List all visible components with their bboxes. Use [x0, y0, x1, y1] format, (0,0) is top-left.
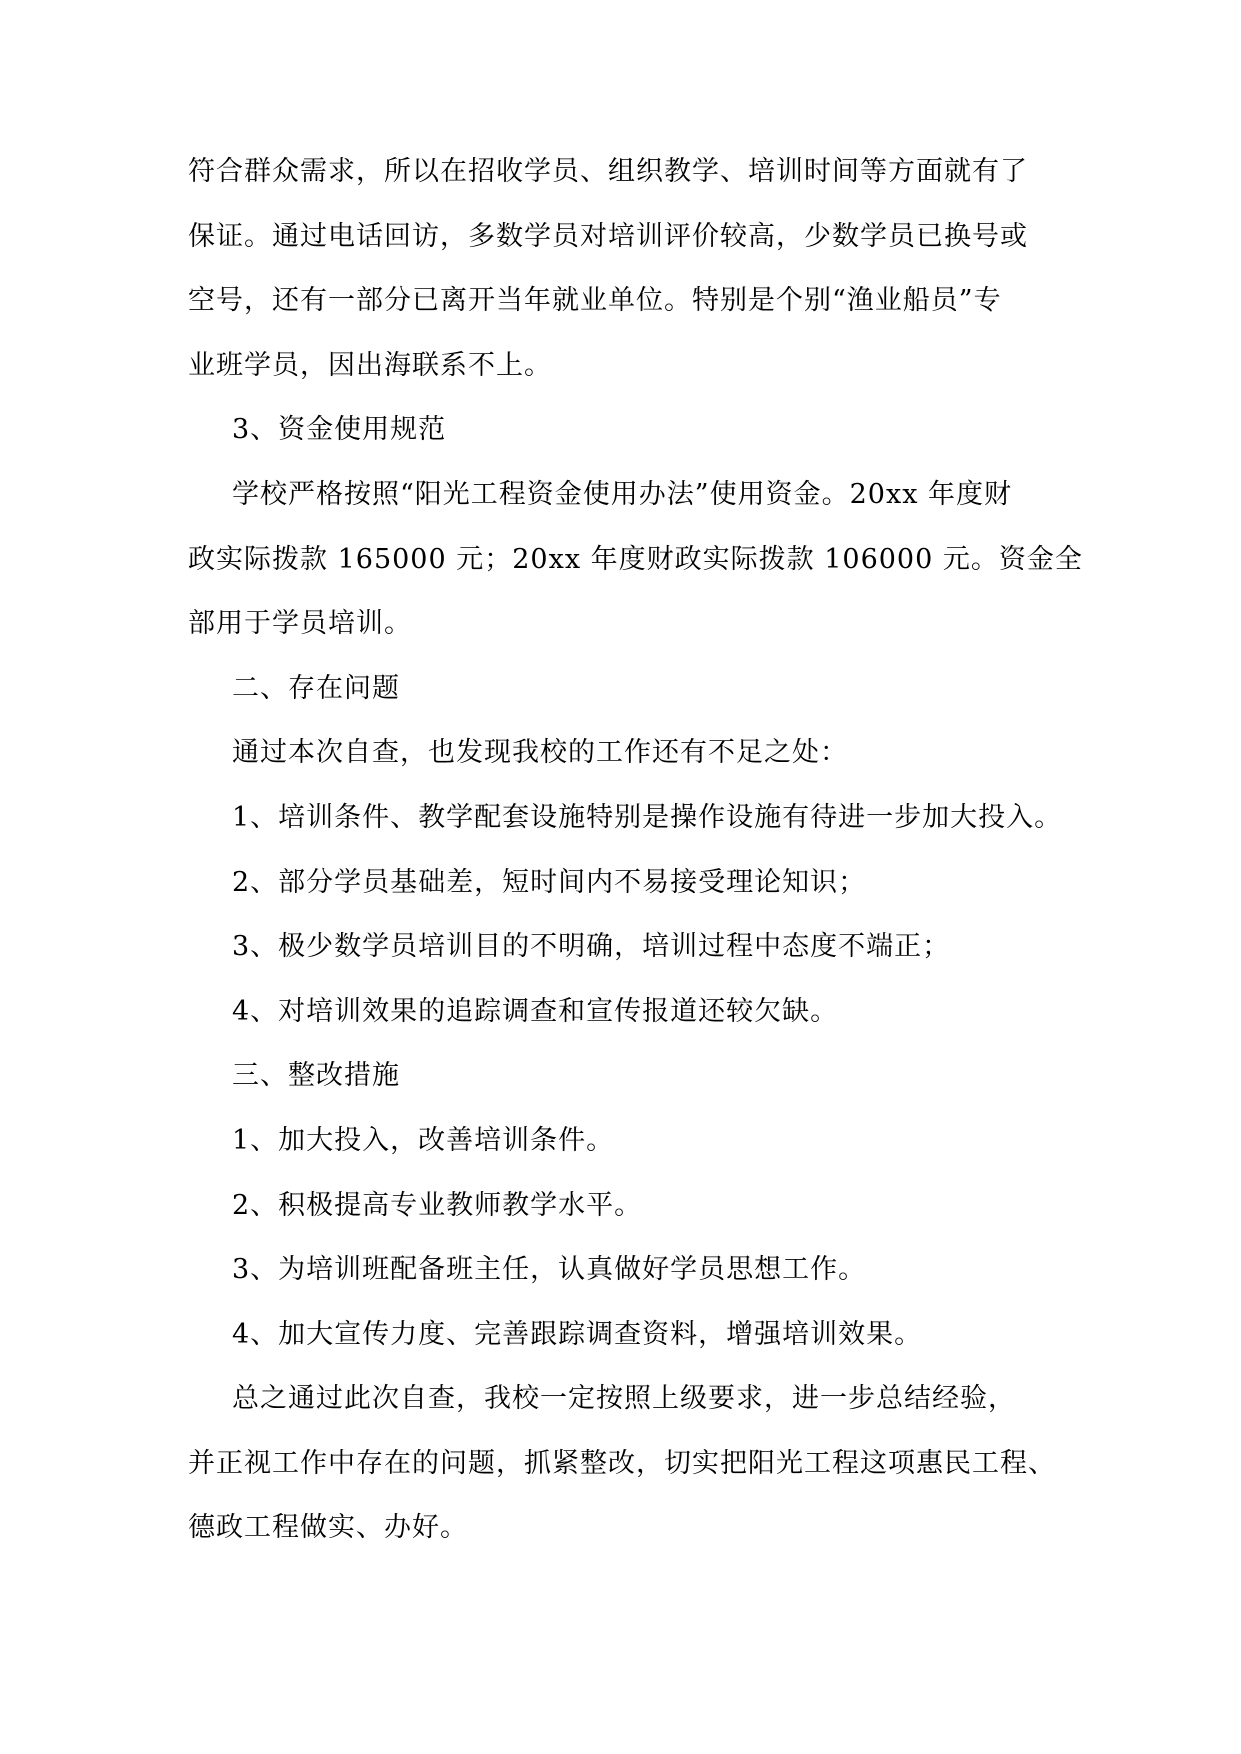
paragraph-line: 学校严格按照“阳光工程资金使用办法”使用资金。20xx 年度财	[232, 478, 1012, 510]
section-heading: 二、存在问题	[232, 672, 400, 704]
paragraph-line: 符合群众需求，所以在招收学员、组织教学、培训时间等方面就有了	[188, 156, 1028, 187]
paragraph-line: 空号，还有一部分已离开当年就业单位。特别是个别“渔业船员”专	[188, 285, 1002, 317]
paragraph-line: 政实际拨款 165000 元；20xx 年度财政实际拨款 106000 元。资金全	[188, 543, 1083, 575]
paragraph-line: 业班学员，因出海联系不上。	[188, 349, 552, 381]
document-body	[188, 156, 1083, 1579]
section-heading: 三、整改措施	[232, 1060, 400, 1092]
list-item: 2、积极提高专业教师教学水平。	[232, 1189, 643, 1221]
paragraph-line: 部用于学员培训。	[188, 608, 412, 640]
list-item: 2、部分学员基础差，短时间内不易接受理论知识；	[232, 866, 867, 898]
list-item: 4、对培训效果的追踪调查和宣传报道还较欠缺。	[232, 995, 839, 1027]
paragraph-line: 总之通过此次自查，我校一定按照上级要求，进一步总结经验，	[232, 1383, 1016, 1415]
list-item: 1、培训条件、教学配套设施特别是操作设施有待进一步加大投入。	[232, 801, 1063, 833]
paragraph-line: 并正视工作中存在的问题，抓紧整改，切实把阳光工程这项惠民工程、	[188, 1447, 1056, 1479]
paragraph-line: 通过本次自查，也发现我校的工作还有不足之处：	[232, 737, 848, 769]
list-item: 3、为培训班配备班主任，认真做好学员思想工作。	[232, 1254, 867, 1286]
list-item: 1、加大投入，改善培训条件。	[232, 1124, 615, 1156]
section-heading: 3、资金使用规范	[232, 414, 447, 446]
paragraph-line: 德政工程做实、办好。	[188, 1512, 468, 1544]
paragraph-line: 保证。通过电话回访，多数学员对培训评价较高，少数学员已换号或	[188, 220, 1028, 252]
list-item: 4、加大宣传力度、完善跟踪调查资料，增强培训效果。	[232, 1318, 923, 1350]
list-item: 3、极少数学员培训目的不明确，培训过程中态度不端正；	[232, 931, 951, 963]
